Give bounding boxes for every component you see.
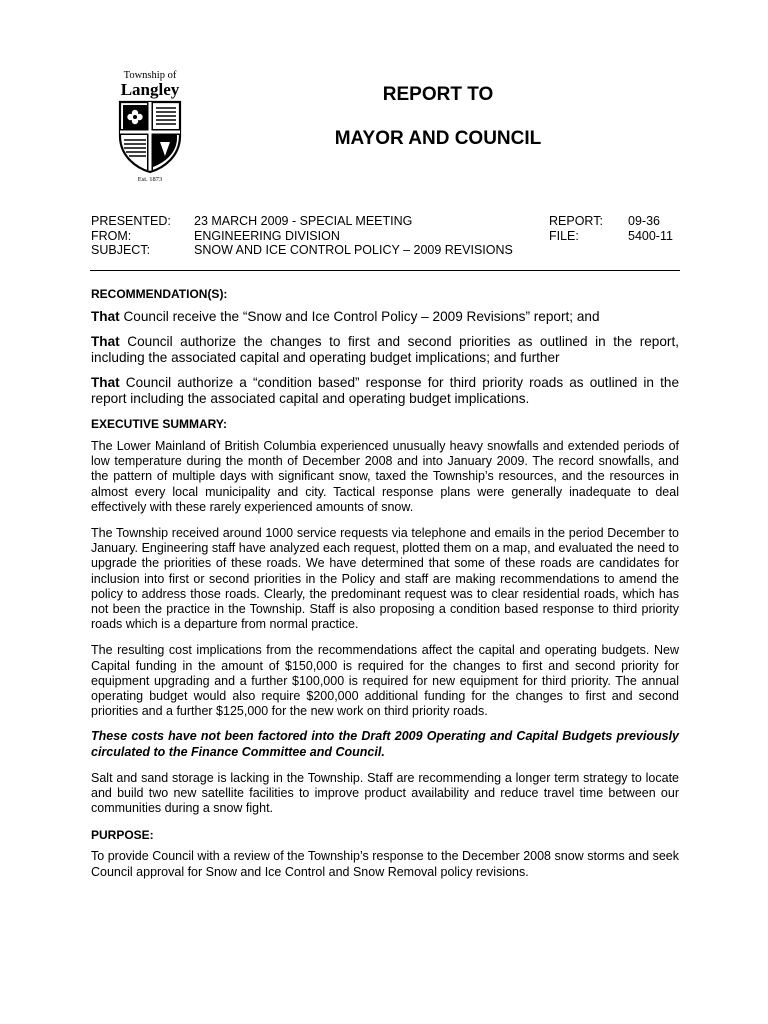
budget-emphasis-note: These costs have not been factored into the Draft 2009 Operating and Capital Budgets previously circulated to the Finance Committee and Council. [91, 729, 679, 759]
header-divider [90, 270, 680, 271]
purpose-heading: PURPOSE: [91, 828, 154, 843]
report-number: 09-36 [628, 214, 660, 228]
report-title-line2: MAYOR AND COUNCIL [334, 128, 542, 149]
purpose-paragraph: To provide Council with a review of the Township’s response to the December 2008 snow storms and seek Council approval for Snow and Ice Control and Snow Removal policy revisions. [91, 849, 679, 879]
recommendation-item: That Council authorize the changes to first and second priorities as outlined in the report, including the associated capital and operating budget implications; and further [91, 334, 679, 365]
summary-paragraph: The Township received around 1000 service requests via telephone and emails in the period December to January. Engineering staff have analyzed each request, plotted them on a map, and evaluated the need to upgrade the priorities of these roads. We have determined that some of these roads are candidates for inclusion into first or second priorities in the Policy and staff are making recommendations to amend the policy to address those roads. Clearly, the predominant request was to clear residential roads, which has not been the practice in the Township. Staff is also proposing a condition based response to third priority roads which is a departure from normal practice. [91, 526, 679, 632]
report-title-line1: REPORT TO [382, 84, 494, 105]
recommendation-item: That Council receive the “Snow and Ice Control Policy – 2009 Revisions” report; and [91, 309, 600, 324]
logo-established: Est. 1873 [137, 176, 163, 183]
file-label: FILE: [549, 228, 579, 243]
report-body [91, 287, 679, 880]
crest-shield-icon [118, 100, 182, 174]
summary-paragraph: The Lower Mainland of British Columbia experienced unusually heavy snowfalls and extended periods of low temperature during the month of December 2008 and into January 2009. The record snowfalls, and the pattern of multiple days with significant snow, taxed the Township’s resources, and the resources in almost every local municipality and city. Tactical response plans were generally inadequate to deal effectively with these rarely experienced amounts of snow. [91, 439, 679, 514]
recommendations-heading: RECOMMENDATION(S): [91, 287, 228, 301]
logo-township-of: Township of [123, 70, 177, 81]
from-label: FROM: [91, 228, 132, 243]
executive-summary-heading: EXECUTIVE SUMMARY: [91, 417, 228, 431]
recommendation-item: That Council authorize a “condition based” response for third priority roads as outlined in the report including the associated capital and operating budget implications. [91, 375, 679, 406]
summary-paragraph: Salt and sand storage is lacking in the Township. Staff are recommending a longer term strategy to locate and build two new satellite facilities to improve product availability and reduce travel time between our communities during a snow fight. [91, 770, 679, 816]
presented-value: 23 MARCH 2009 - SPECIAL MEETING [194, 214, 413, 228]
summary-paragraph: The resulting cost implications from the recommendations affect the capital and operating budgets. New Capital funding in the amount of $150,000 is required for the changes to first and second priority for equipment upgrading and a further $100,000 is required for new equipment for third priority. The annual operating budget would also require $200,000 additional funding for the changes to first and second priorities and a further $125,000 for the new work on third priority roads. [91, 643, 679, 719]
from-value: ENGINEERING DIVISION [194, 228, 340, 243]
report-label: REPORT: [549, 214, 603, 228]
presented-label: PRESENTED: [91, 214, 171, 228]
subject-value: SNOW AND ICE CONTROL POLICY – 2009 REVISIONS [194, 243, 513, 257]
township-logo [108, 70, 192, 194]
file-number: 5400-11 [628, 228, 673, 243]
logo-langley: Langley [120, 80, 180, 99]
subject-label: SUBJECT: [91, 243, 151, 257]
